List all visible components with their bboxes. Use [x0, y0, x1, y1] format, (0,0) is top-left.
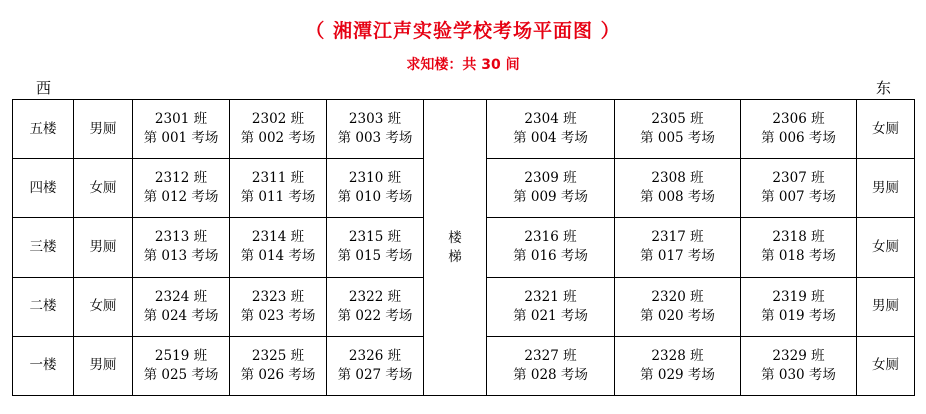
exam-room-cell [741, 100, 857, 159]
floor-label: 一楼 [13, 336, 74, 395]
exam-room-label: 第 024 考场 [143, 307, 219, 324]
exam-room-label: 第 001 考场 [143, 130, 219, 147]
exam-room-cell [327, 277, 424, 336]
exam-room-cell [487, 336, 615, 395]
exam-room-label: 第 004 考场 [513, 130, 588, 147]
class-label: 2302 班 [251, 111, 305, 128]
class-label: 2321 班 [524, 288, 577, 305]
exam-room-label: 第 018 考场 [761, 248, 836, 265]
class-label: 2327 班 [524, 347, 577, 364]
class-label: 2316 班 [524, 229, 577, 246]
toilet-left-label: 男厕 [74, 100, 133, 159]
exam-room-cell [230, 159, 327, 218]
class-label: 2311 班 [251, 170, 305, 187]
exam-room-label: 第 017 考场 [640, 248, 715, 265]
class-label: 2323 班 [251, 288, 305, 305]
class-label: 2324 班 [154, 288, 208, 305]
class-label: 2318 班 [772, 229, 825, 246]
exam-room-label: 第 022 考场 [337, 307, 413, 324]
class-label: 2306 班 [772, 111, 825, 128]
toilet-right-label: 女厕 [857, 218, 915, 277]
exam-room-cell [327, 159, 424, 218]
class-label: 2329 班 [772, 347, 825, 364]
class-label: 2326 班 [348, 347, 402, 364]
exam-room-cell [615, 159, 741, 218]
exam-room-label: 第 026 考场 [240, 366, 316, 383]
toilet-right-label: 女厕 [857, 336, 915, 395]
class-label: 2304 班 [524, 111, 577, 128]
class-label: 2319 班 [772, 288, 825, 305]
exam-room-cell [741, 336, 857, 395]
class-label: 2307 班 [772, 170, 825, 187]
direction-east-label: 东 [876, 79, 892, 97]
page-title: （ 湘潭江声实验学校考场平面图 ） [305, 20, 621, 42]
floor-label: 四楼 [13, 159, 74, 218]
floor-plan-table [12, 99, 915, 396]
exam-room-label: 第 009 考场 [513, 189, 588, 206]
toilet-right-label: 男厕 [857, 159, 915, 218]
exam-room-label: 第 003 考场 [337, 130, 413, 147]
building-subtitle: 求知楼：共 30 间 [406, 57, 520, 73]
toilet-right-label: 男厕 [857, 277, 915, 336]
floor-label: 二楼 [13, 277, 74, 336]
stairs-label-1: 楼 [448, 229, 462, 246]
toilet-left-label: 女厕 [74, 277, 133, 336]
exam-room-cell [230, 277, 327, 336]
class-label: 2314 班 [251, 229, 305, 246]
exam-room-cell [230, 336, 327, 395]
exam-room-cell [487, 277, 615, 336]
exam-room-cell [741, 277, 857, 336]
floor-label: 五楼 [13, 100, 74, 159]
direction-west-label: 西 [36, 79, 52, 97]
class-label: 2317 班 [651, 229, 704, 246]
exam-room-label: 第 021 考场 [513, 307, 588, 324]
exam-room-label: 第 005 考场 [640, 130, 715, 147]
class-label: 2519 班 [154, 347, 208, 364]
exam-room-cell [133, 159, 230, 218]
exam-room-cell [615, 336, 741, 395]
exam-room-label: 第 012 考场 [143, 189, 219, 206]
toilet-left-label: 男厕 [74, 218, 133, 277]
exam-room-label: 第 025 考场 [143, 366, 219, 383]
class-label: 2313 班 [154, 229, 208, 246]
exam-room-label: 第 027 考场 [337, 366, 413, 383]
exam-room-label: 第 014 考场 [240, 248, 316, 265]
class-label: 2328 班 [651, 347, 704, 364]
class-label: 2315 班 [348, 229, 402, 246]
stairs-cell [424, 100, 487, 396]
exam-room-label: 第 013 考场 [143, 248, 219, 265]
exam-room-label: 第 015 考场 [337, 248, 413, 265]
class-label: 2312 班 [154, 170, 208, 187]
class-label: 2305 班 [651, 111, 704, 128]
exam-room-cell [327, 218, 424, 277]
exam-room-label: 第 028 考场 [513, 366, 588, 383]
exam-room-cell [133, 100, 230, 159]
exam-room-cell [487, 159, 615, 218]
exam-room-cell [133, 218, 230, 277]
exam-room-cell [133, 277, 230, 336]
exam-room-label: 第 006 考场 [761, 130, 836, 147]
exam-room-cell [327, 336, 424, 395]
exam-room-cell [741, 159, 857, 218]
exam-room-label: 第 011 考场 [240, 189, 316, 206]
class-label: 2303 班 [348, 111, 402, 128]
class-label: 2322 班 [348, 288, 402, 305]
class-label: 2309 班 [524, 170, 577, 187]
exam-room-label: 第 019 考场 [761, 307, 836, 324]
exam-room-cell [615, 100, 741, 159]
toilet-left-label: 男厕 [74, 336, 133, 395]
class-label: 2301 班 [154, 111, 208, 128]
class-label: 2310 班 [348, 170, 402, 187]
exam-room-cell [230, 100, 327, 159]
exam-room-cell [327, 100, 424, 159]
exam-room-label: 第 029 考场 [640, 366, 715, 383]
class-label: 2320 班 [651, 288, 704, 305]
floor-row [13, 100, 915, 159]
exam-room-cell [133, 336, 230, 395]
stairs-label-2: 梯 [448, 248, 462, 265]
floor-label: 三楼 [13, 218, 74, 277]
exam-room-label: 第 002 考场 [240, 130, 316, 147]
exam-room-label: 第 030 考场 [761, 366, 836, 383]
class-label: 2325 班 [251, 347, 305, 364]
class-label: 2308 班 [651, 170, 704, 187]
exam-room-cell [230, 218, 327, 277]
exam-room-cell [487, 218, 615, 277]
toilet-right-label: 女厕 [857, 100, 915, 159]
exam-room-cell [615, 218, 741, 277]
exam-room-cell [741, 218, 857, 277]
exam-room-cell [487, 100, 615, 159]
toilet-left-label: 女厕 [74, 159, 133, 218]
exam-room-label: 第 020 考场 [640, 307, 715, 324]
exam-room-label: 第 016 考场 [513, 248, 588, 265]
exam-room-label: 第 008 考场 [640, 189, 715, 206]
exam-room-cell [615, 277, 741, 336]
exam-room-label: 第 023 考场 [240, 307, 316, 324]
floor-plan-body [13, 100, 915, 396]
exam-room-label: 第 010 考场 [337, 189, 413, 206]
exam-room-label: 第 007 考场 [761, 189, 836, 206]
